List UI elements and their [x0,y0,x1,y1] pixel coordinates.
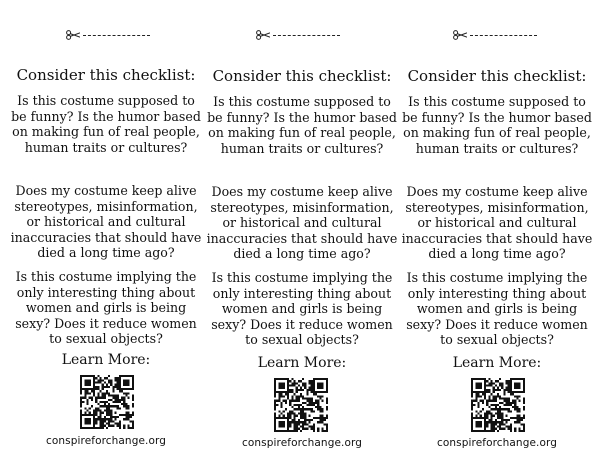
learn-more-label: Learn More: [61,352,151,368]
question-stereotypes: Does my costume keep alive stereotypes, misinformation, or historical and cultural inaccuracies that should have died a long time ago? [206,184,398,262]
checklist-card-3 [399,0,595,464]
checklist-card-2 [204,0,400,464]
cut-line [453,30,537,40]
question-sexualization: Is this costume implying the only interesting thing about women and girls is being sexy? Does it reduce women to sexual objects? [406,270,588,348]
dashed-cut-line [273,35,340,36]
dashed-cut-line [83,35,150,36]
learn-more-label: Learn More: [452,355,542,371]
checklist-card-1 [8,0,204,464]
website-link[interactable]: conspireforchange.org [46,435,166,447]
qr-code-icon[interactable] [471,378,525,432]
scissors-icon [66,30,80,40]
checklist-heading: Consider this checklist: [212,67,392,85]
checklist-heading: Consider this checklist: [16,66,196,84]
question-humor: Is this costume supposed to be funny? Is the humor based on making fun of real people, human traits or cultures? [207,94,397,156]
website-link[interactable]: conspireforchange.org [437,437,557,449]
website-link[interactable]: conspireforchange.org [242,437,362,449]
qr-code-icon[interactable] [274,378,328,432]
question-sexualization: Is this costume implying the only interesting thing about women and girls is being sexy? Does it reduce women to sexual objects? [15,269,197,347]
scissors-icon [256,30,270,40]
learn-more-label: Learn More: [257,355,347,371]
dashed-cut-line [470,35,537,36]
question-stereotypes: Does my costume keep alive stereotypes, misinformation, or historical and cultural inaccuracies that should have died a long time ago? [10,183,202,261]
cut-line [256,30,340,40]
checklist-heading: Consider this checklist: [407,67,587,85]
qr-code-icon[interactable] [80,375,134,429]
cut-line [66,30,150,40]
scissors-icon [453,30,467,40]
question-stereotypes: Does my costume keep alive stereotypes, misinformation, or historical and cultural inaccuracies that should have died a long time ago? [401,184,593,262]
question-humor: Is this costume supposed to be funny? Is the humor based on making fun of real people, human traits or cultures? [11,93,201,155]
question-humor: Is this costume supposed to be funny? Is the humor based on making fun of real people, human traits or cultures? [402,94,592,156]
question-sexualization: Is this costume implying the only interesting thing about women and girls is being sexy? Does it reduce women to sexual objects? [211,270,393,348]
